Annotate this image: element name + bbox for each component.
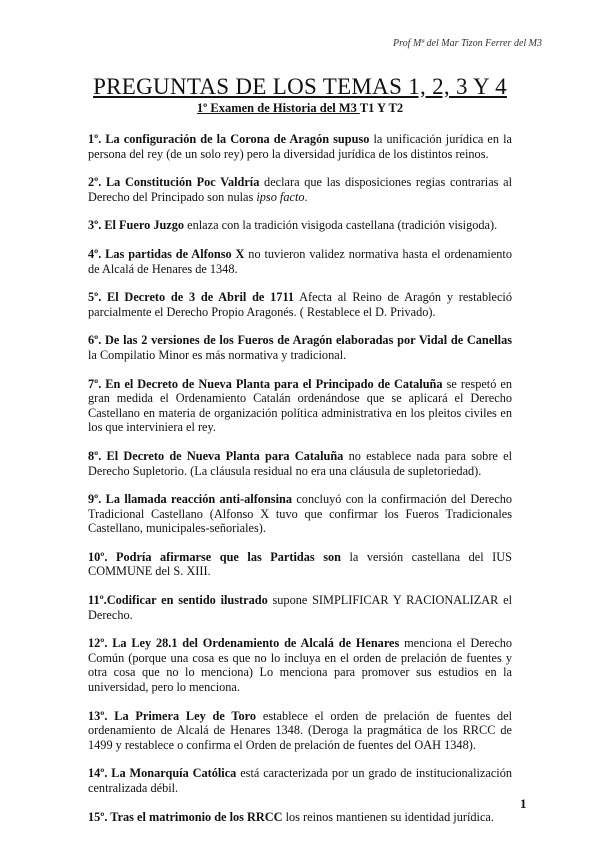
question-item <box>88 766 512 795</box>
question-item <box>88 218 512 233</box>
question-item <box>88 709 512 753</box>
question-heading: 13º. La Primera Ley de Toro <box>88 708 257 723</box>
question-heading: 14º. La Monarquía Católica <box>88 766 237 781</box>
answer-text: la Compilatio Minor es más normativa y tradicional. <box>88 347 347 362</box>
question-item <box>88 492 512 536</box>
question-heading: 3º. El Fuero Juzgo <box>88 218 185 233</box>
question-heading: 1º. La configuración de la Corona de Aragón supuso <box>88 132 370 146</box>
answer-text: no tuvieron validez normativa hasta el ordenamiento de Alcalá de Henares de 1348. <box>88 246 512 276</box>
question-heading: 9º. La llamada reacción anti-alfonsina <box>88 492 292 507</box>
subtitle-underlined: 1º Examen de Historia del M3 <box>196 101 360 115</box>
answer-text: se respetó en gran medida el Ordenamiento Catalán ordenándose que se aplicará el Derecho Castellano en materia de organización política administrativa en los pleitos civiles en los que interviniera el rey. <box>88 376 512 435</box>
page-header-author: Prof Mª del Mar Tizon Ferrer del M3 <box>393 38 542 49</box>
answer-text: supone SIMPLIFICAR Y RACIONALIZAR el Derecho. <box>88 593 512 622</box>
answer-text: está caracterizada por un grado de institucionalización centralizada débil. <box>88 766 512 795</box>
question-heading: 11º.Codificar en sentido ilustrado <box>88 593 268 608</box>
answer-text: enlaza con la tradición visigoda castellana (tradición visigoda). <box>184 218 498 233</box>
document-subtitle <box>0 101 600 116</box>
answer-text: menciona el Derecho Común (porque una cosa es que no lo incluya en el orden de prelación de fuentes y otra cosa que no lo menciona) Lo menciona para promover sus estudios en la universidad, pero lo menciona. <box>88 636 513 695</box>
question-heading: 10º. Podría afirmarse que las Partidas son <box>88 549 341 564</box>
question-item <box>88 377 512 435</box>
question-heading: 6º. De las 2 versiones de los Fueros de Aragón elaboradas por Vidal de Canellas <box>88 333 512 348</box>
answer-text: la versión castellana del IUS COMMUNE del S. XIII. <box>88 549 512 579</box>
question-heading: 2º. La Constitución Poc Valdría <box>88 175 260 190</box>
question-item <box>88 449 512 478</box>
question-item <box>88 593 512 622</box>
answer-text: concluyó con la confirmación del Derecho Tradicional Castellano (Alfonso X tuvo que confirmar los Fueros Tradicionales Castellano, municipales-señoriales). <box>88 492 512 536</box>
question-item <box>88 175 512 204</box>
question-item <box>88 810 512 825</box>
question-heading: 4º. Las partidas de Alfonso X <box>88 246 245 261</box>
question-item <box>88 290 512 319</box>
page-number: 1 <box>520 796 527 811</box>
answer-text: los reinos mantienen su identidad jurídica. <box>282 809 494 824</box>
answer-text: la unificación jurídica en la persona del rey (de un solo rey) pero la diversidad jurídica de los distintos reinos. <box>88 132 512 161</box>
question-item <box>88 550 512 579</box>
subtitle-rest: T1 Y T2 <box>359 101 404 115</box>
italic-text: ipso facto <box>256 189 305 204</box>
question-heading: 5º. El Decreto de 3 de Abril de 1711 <box>88 290 295 305</box>
answer-text: no establece nada para sobre el Derecho Supletorio. (La cláusula residual no era una cláusula de supletoriedad). <box>88 448 512 478</box>
answer-text: . <box>304 189 308 204</box>
question-item <box>88 636 512 694</box>
question-heading: 8º. El Decreto de Nueva Planta para Cataluña <box>88 448 344 463</box>
question-item <box>88 333 512 362</box>
question-list <box>88 132 512 838</box>
answer-text: Afecta al Reino de Aragón y restableció parcialmente el Derecho Propio Aragonés. ( Restablece el D. Privado). <box>88 290 513 319</box>
document-title: PREGUNTAS DE LOS TEMAS 1, 2, 3 Y 4 <box>93 74 507 99</box>
question-heading: 15º. Tras el matrimonio de los RRCC <box>88 809 283 824</box>
question-item <box>88 132 512 161</box>
question-item <box>88 247 512 276</box>
question-heading: 7º. En el Decreto de Nueva Planta para el Principado de Cataluña <box>88 376 443 391</box>
question-heading: 12º. La Ley 28.1 del Ordenamiento de Alcalá de Henares <box>88 636 400 651</box>
answer-text: establece el orden de prelación de fuentes del ordenamiento de Alcalá de Henares 1348. (Deroga la pragmática de los RRCC de 1499 y restablece o confirma el Orden de prelación de fuentes del OAH 1348). <box>88 708 512 752</box>
answer-text: declara que las disposiciones regias contrarias al Derecho del Principado son nulas <box>88 175 512 204</box>
